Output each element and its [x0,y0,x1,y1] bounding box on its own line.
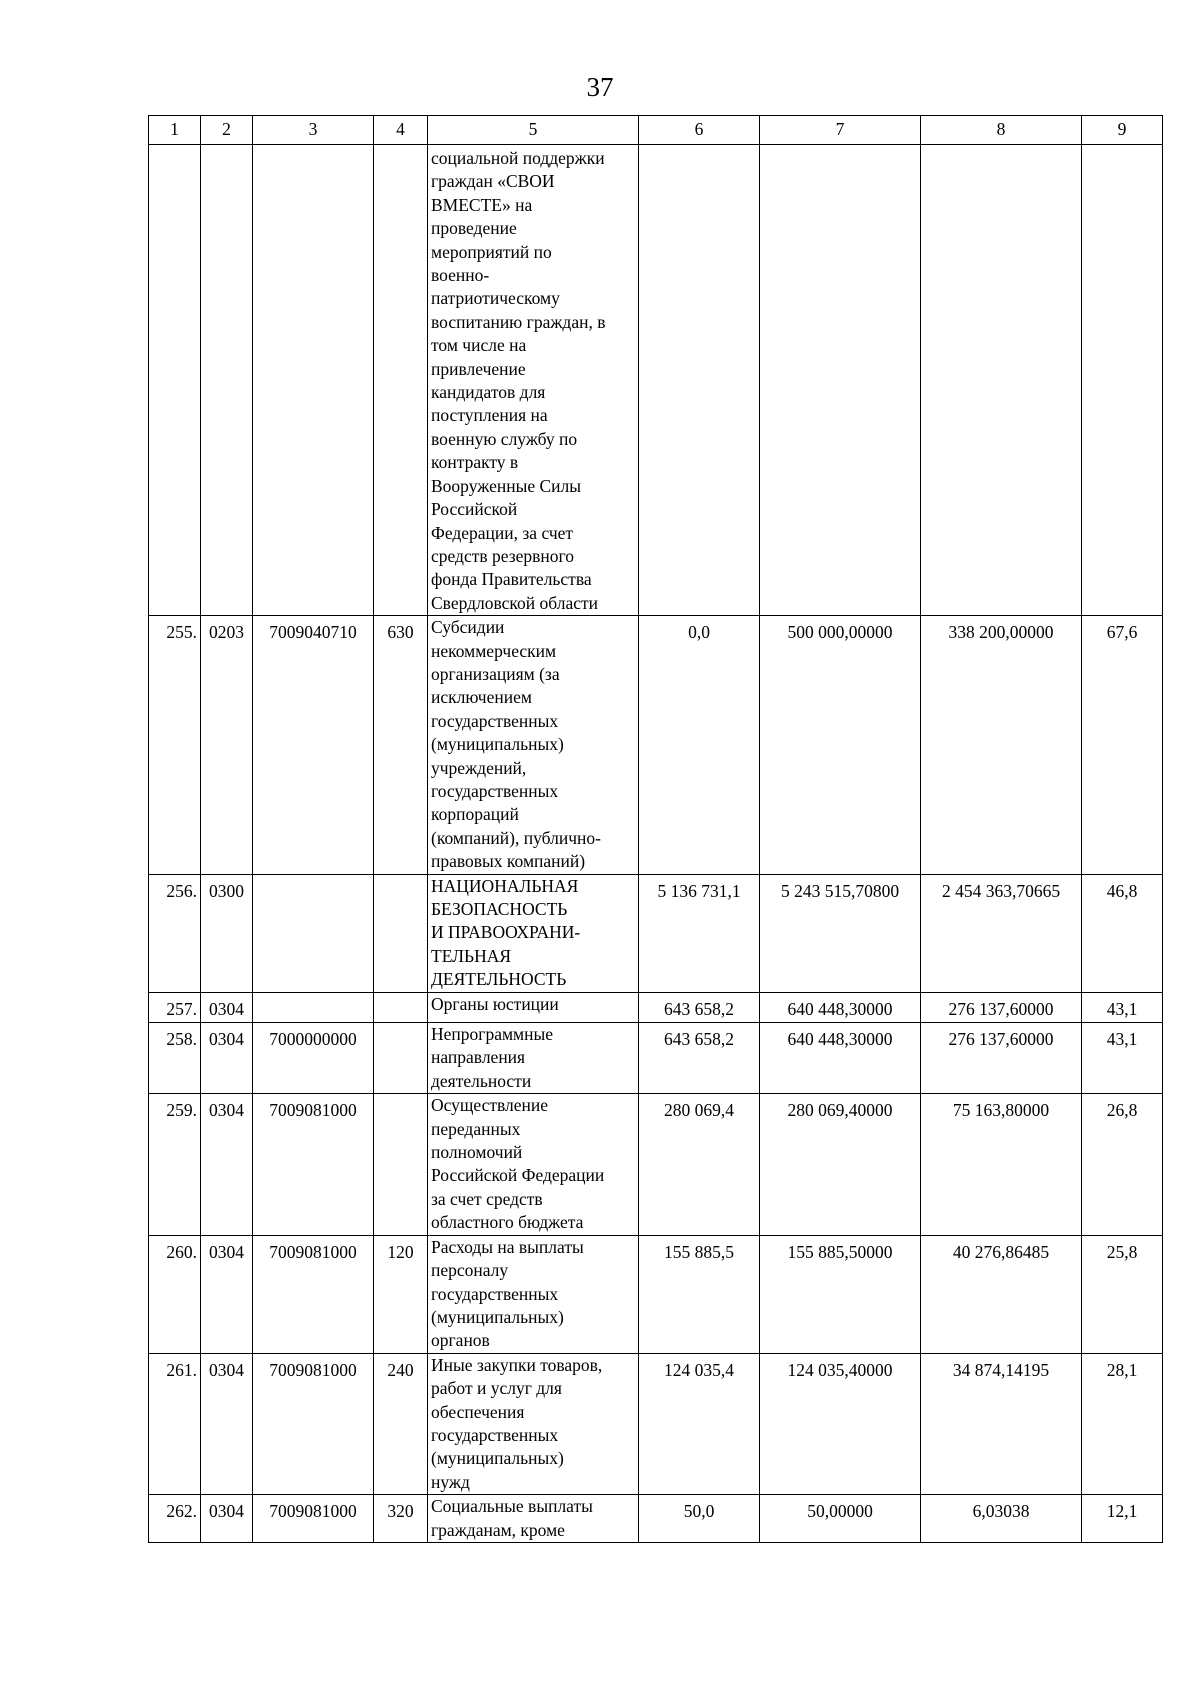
row-number: 261. [149,1353,201,1494]
executed-amount [921,145,1082,616]
refined-amount: 50,00000 [760,1495,921,1543]
column-header: 7 [760,116,921,145]
page-number: 37 [586,72,614,102]
expense-type-code [374,1023,428,1094]
refined-amount: 124 035,40000 [760,1353,921,1494]
section-code: 0304 [201,1495,253,1543]
item-name: социальной поддержки граждан «СВОИ ВМЕСТЕ» на проведение мероприятий по военно- патриотическому воспитанию граждан, в том числе на привлечение кандидатов для поступления на военную службу по контракту в Вооруженные Силы Российской Федерации, за счет средств резервного фонда Правительства Свердловской области [428,145,639,616]
expense-type-code [374,1094,428,1235]
refined-amount [760,145,921,616]
target-article-code: 7009081000 [253,1495,374,1543]
item-name: Непрограммные направления деятельности [428,1023,639,1094]
executed-amount: 6,03038 [921,1495,1082,1543]
execution-percent: 43,1 [1082,992,1163,1022]
row-number: 259. [149,1094,201,1235]
execution-percent: 67,6 [1082,616,1163,874]
approved-amount: 643 658,2 [639,1023,760,1094]
expense-type-code: 320 [374,1495,428,1543]
approved-amount: 124 035,4 [639,1353,760,1494]
item-name: Осуществление переданных полномочий Российской Федерации за счет средств областного бюджета [428,1094,639,1235]
column-header: 5 [428,116,639,145]
execution-percent: 25,8 [1082,1235,1163,1353]
table-body [149,145,1163,1543]
column-header: 9 [1082,116,1163,145]
column-header: 3 [253,116,374,145]
executed-amount: 276 137,60000 [921,992,1082,1022]
row-number: 260. [149,1235,201,1353]
approved-amount: 280 069,4 [639,1094,760,1235]
row-number: 256. [149,874,201,992]
table-row [149,1353,1163,1494]
section-code: 0300 [201,874,253,992]
expense-type-code [374,145,428,616]
execution-percent: 26,8 [1082,1094,1163,1235]
refined-amount: 500 000,00000 [760,616,921,874]
approved-amount: 0,0 [639,616,760,874]
approved-amount [639,145,760,616]
table-row [149,1023,1163,1094]
section-code: 0304 [201,1353,253,1494]
table-row [149,1094,1163,1235]
column-header: 1 [149,116,201,145]
table-row [149,616,1163,874]
section-code: 0304 [201,992,253,1022]
refined-amount: 280 069,40000 [760,1094,921,1235]
row-number: 258. [149,1023,201,1094]
target-article-code: 7009040710 [253,616,374,874]
section-code: 0304 [201,1094,253,1235]
table-row [149,992,1163,1022]
executed-amount: 34 874,14195 [921,1353,1082,1494]
item-name: Органы юстиции [428,992,639,1022]
section-code: 0304 [201,1023,253,1094]
item-name: Субсидии некоммерческим организациям (за исключением государственных (муниципальных) учреждений, государственных корпораций (компаний), публично- правовых компаний) [428,616,639,874]
target-article-code: 7000000000 [253,1023,374,1094]
header-row [149,116,1163,145]
table-row [149,145,1163,616]
target-article-code: 7009081000 [253,1353,374,1494]
approved-amount: 5 136 731,1 [639,874,760,992]
expense-type-code: 240 [374,1353,428,1494]
row-number: 255. [149,616,201,874]
table-row [149,1235,1163,1353]
section-code: 0304 [201,1235,253,1353]
approved-amount: 643 658,2 [639,992,760,1022]
approved-amount: 50,0 [639,1495,760,1543]
column-header: 4 [374,116,428,145]
executed-amount: 2 454 363,70665 [921,874,1082,992]
target-article-code [253,874,374,992]
execution-percent [1082,145,1163,616]
item-name: НАЦИОНАЛЬНАЯ БЕЗОПАСНОСТЬ И ПРАВООХРАНИ- ТЕЛЬНАЯ ДЕЯТЕЛЬНОСТЬ [428,874,639,992]
item-name: Расходы на выплаты персоналу государственных (муниципальных) органов [428,1235,639,1353]
refined-amount: 640 448,30000 [760,992,921,1022]
expense-type-code [374,992,428,1022]
target-article-code [253,992,374,1022]
row-number: 262. [149,1495,201,1543]
expense-type-code [374,874,428,992]
target-article-code: 7009081000 [253,1235,374,1353]
refined-amount: 155 885,50000 [760,1235,921,1353]
execution-percent: 28,1 [1082,1353,1163,1494]
budget-table [148,115,1163,1543]
expense-type-code: 120 [374,1235,428,1353]
executed-amount: 338 200,00000 [921,616,1082,874]
table-row [149,874,1163,992]
row-number: 257. [149,992,201,1022]
executed-amount: 40 276,86485 [921,1235,1082,1353]
column-header: 6 [639,116,760,145]
item-name: Социальные выплаты гражданам, кроме [428,1495,639,1543]
executed-amount: 276 137,60000 [921,1023,1082,1094]
execution-percent: 46,8 [1082,874,1163,992]
column-header: 2 [201,116,253,145]
executed-amount: 75 163,80000 [921,1094,1082,1235]
refined-amount: 5 243 515,70800 [760,874,921,992]
column-header: 8 [921,116,1082,145]
execution-percent: 12,1 [1082,1495,1163,1543]
section-code [201,145,253,616]
expense-type-code: 630 [374,616,428,874]
row-number [149,145,201,616]
table-row [149,1495,1163,1543]
target-article-code: 7009081000 [253,1094,374,1235]
refined-amount: 640 448,30000 [760,1023,921,1094]
item-name: Иные закупки товаров, работ и услуг для обеспечения государственных (муниципальных) нужд [428,1353,639,1494]
section-code: 0203 [201,616,253,874]
execution-percent: 43,1 [1082,1023,1163,1094]
target-article-code [253,145,374,616]
approved-amount: 155 885,5 [639,1235,760,1353]
